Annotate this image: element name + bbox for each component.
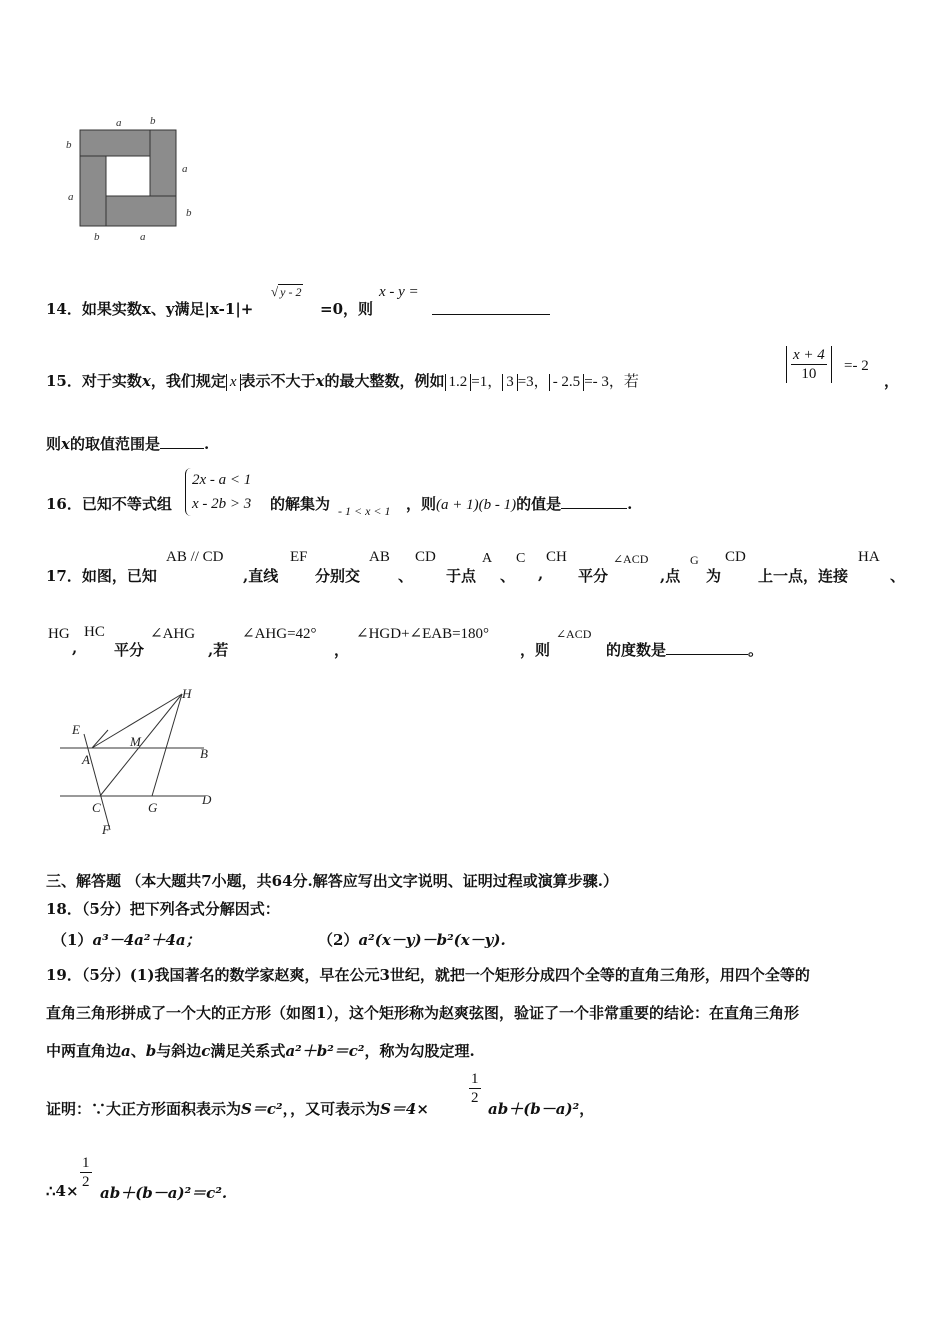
q19-frac-num: 1 (471, 1071, 479, 1087)
q19-proof (46, 1098, 429, 1119)
q16-end: . (627, 495, 633, 513)
q19-proof-d: S＝4× (380, 1100, 429, 1118)
question-16: 16．已知不等式组 (46, 495, 172, 513)
q19-pythagoras: a²＋b²＝c² (285, 1042, 365, 1060)
q15-var-2: x (315, 372, 325, 390)
label-top-b: b (150, 115, 156, 127)
label-left-b: b (66, 139, 72, 151)
q17-t14: ,若 (208, 641, 229, 659)
q17-ef: EF (290, 549, 308, 565)
segment-hc (100, 694, 182, 796)
q19-line3g: 满足关系式 (210, 1042, 286, 1060)
question-18: 18．（5分）把下列各式分解因式： (46, 900, 280, 918)
q15-answer-blank[interactable] (160, 434, 204, 449)
q16-system (185, 468, 251, 516)
section-3-title: 三、解答题 （本大题共7小题，共64分.解答应写出文字说明、证明过程或演算步骤.） (46, 872, 618, 890)
q17-condition-1: ∠AHG=42° (242, 626, 317, 642)
q18-part-1 (52, 929, 201, 950)
q15-example-1-value: =1， (471, 374, 503, 390)
q19-proof-fraction (469, 1070, 481, 1107)
q15-example-3: - 2.5 (549, 374, 585, 391)
point-g: G (148, 800, 158, 815)
q17-t7: 平分 (578, 567, 609, 585)
q14-prefix: 14．如果实数x、y满足|x-1|+ (46, 300, 254, 318)
q18-part-1-label: （1） (52, 931, 93, 949)
label-bottom-a: a (140, 231, 146, 243)
q14-sqrt: √ y - 2 (271, 284, 302, 299)
q18-part-1-expr: a³－4a²＋4a； (92, 931, 201, 949)
q19-line3c: 、 (130, 1042, 146, 1060)
q19-proof-c: ，，又可表示为 (282, 1100, 381, 1118)
q17-t3: 、 (398, 567, 414, 585)
q17-tail (606, 639, 763, 660)
q19-proof-e: ab＋(b－a)² (488, 1100, 580, 1118)
q15-frac-num: x + 4 (793, 347, 825, 363)
point-b: B (200, 746, 208, 761)
figure-parallel-lines (58, 684, 224, 836)
q15-var-3: x (61, 435, 70, 453)
q15-line2-a: 则 (46, 435, 62, 453)
inner-square (106, 156, 150, 196)
q16-expr: (a + 1)(b - 1) (436, 497, 517, 513)
label-left-a: a (68, 191, 74, 203)
q15-end: ， (884, 372, 900, 390)
point-f: F (102, 822, 110, 836)
q19-conc-frac-num: 1 (82, 1155, 90, 1171)
label-top-a: a (116, 117, 122, 129)
q17-angle-acd: ∠ACD (613, 552, 649, 566)
q19-conclusion-fraction (80, 1154, 92, 1191)
q19-line-1: 19．（5分）(1)我国著名的数学家赵爽，早在公元3世纪，就把一个矩形分成四个全等的直角三角形，用四个全等的 (46, 966, 810, 984)
q16-solution: - 1 < x < 1 (338, 504, 391, 518)
q15-line2-end: . (203, 435, 210, 453)
q19-proof-b: S＝c² (241, 1100, 283, 1118)
question-14 (46, 298, 253, 319)
q17-t8: ,点 (660, 567, 681, 585)
q19-line3i: ，称为勾股定理. (364, 1042, 475, 1060)
point-m: M (130, 734, 141, 749)
q17-angle-ahg: ∠AHG (150, 626, 196, 642)
q17-g: G (690, 553, 699, 567)
q17-hc: HC (84, 624, 105, 640)
q17-t16: ，则 (520, 641, 551, 659)
q17-t13: 平分 (114, 641, 145, 659)
point-c: C (92, 800, 101, 815)
q17-ab-parallel-cd: AB // CD (166, 549, 224, 565)
q19-conclusion-expr: ab＋(b－a)²＝c². (100, 1184, 228, 1202)
q15-var: x (141, 372, 151, 390)
q16-inequality-1: 2x - a < 1 (192, 472, 252, 488)
q15-prefix: 15．对于实数 (46, 372, 142, 390)
q17-t9: 为 (706, 567, 722, 585)
q19-var-a: a (121, 1042, 131, 1060)
point-a: A (82, 752, 90, 767)
q15-bracket-x: x (226, 374, 241, 391)
q17-t2: 分别交 (315, 567, 361, 585)
q19-conclusion: ∴4× (46, 1182, 79, 1200)
q17-t4: 于点 (446, 567, 477, 585)
q19-line3a: 中两直角边 (46, 1042, 122, 1060)
q16-inequality-2: x - 2b > 3 (192, 496, 252, 512)
q17-angle-acd-2: ∠ACD (556, 627, 592, 641)
q15-text3: 的最大整数，例如 (324, 372, 445, 390)
q15-example-1: 1.2 (445, 374, 472, 391)
q19-proof-tail (488, 1098, 594, 1119)
q15-example-2-value: =3， (517, 374, 549, 390)
point-e: E (72, 722, 80, 737)
q18-part-2 (318, 929, 506, 950)
question-17: 17．如图，已知 (46, 567, 157, 585)
q19-line-3 (46, 1040, 475, 1061)
q17-t17: 的度数是 (606, 641, 667, 659)
q17-a: A (482, 551, 493, 566)
q15-example-2: 3 (502, 374, 518, 391)
q16-answer-blank[interactable] (561, 494, 627, 509)
q14-sqrt-expr: y - 2 (280, 285, 302, 299)
q16-text2: ，则 (406, 495, 437, 513)
q17-t6: , (538, 565, 544, 583)
point-d: D (202, 792, 212, 807)
q16-rest (406, 493, 632, 514)
q17-t15: ， (334, 641, 350, 659)
q15-line2-b: 的取值范围是 (69, 435, 160, 453)
q17-ch: CH (546, 549, 567, 565)
q14-middle: =0，则 (320, 300, 374, 318)
q15-text2: 表示不大于 (240, 372, 316, 390)
q19-frac-den: 2 (471, 1090, 479, 1106)
q17-end: 。 (748, 641, 764, 659)
q16-text1: 的解集为 (270, 495, 331, 513)
q17-t12: , (72, 639, 78, 657)
q15-frac-value: =- 2 (844, 358, 869, 374)
q19-line-2: 直角三角形拼成了一个大的正方形（如图1），这个矩形称为赵爽弦图，验证了一个非常重要的结论：在直角三角形 (46, 1004, 799, 1022)
q17-t11: 、 (890, 567, 906, 585)
q17-cd2: CD (725, 549, 746, 565)
point-h: H (182, 686, 192, 701)
q17-ab: AB (369, 549, 390, 565)
q15-floor-fraction (786, 346, 832, 383)
question-15 (46, 370, 639, 391)
q18-part-2-label: （2） (318, 931, 359, 949)
label-bottom-b: b (94, 231, 100, 243)
q15-text1: ，我们规定 (150, 372, 226, 390)
q18-part-2-expr: a²(x－y)－b²(x－y). (358, 931, 506, 949)
q17-ha: HA (858, 549, 880, 565)
label-right-a: a (182, 163, 188, 175)
q19-proof-f: ， (579, 1100, 595, 1118)
q19-conc-frac-den: 2 (82, 1174, 90, 1190)
q17-answer-blank[interactable] (666, 640, 748, 655)
q17-condition-2: ∠HGD+∠EAB=180° (356, 626, 490, 642)
q17-t5: 、 (500, 567, 516, 585)
q19-var-c: c (201, 1042, 211, 1060)
q17-hg: HG (48, 626, 70, 642)
q14-answer-blank[interactable] (432, 300, 550, 315)
q19-var-b: b (145, 1042, 157, 1060)
q19-proof-a: 证明：∵大正方形面积表示为 (46, 1100, 242, 1118)
q17-c: C (516, 551, 526, 566)
q15-example-3-value: =- 3，若 (584, 374, 639, 390)
figure-square (60, 112, 200, 247)
q14-expr: x - y = (379, 284, 419, 300)
q19-line3e: 与斜边 (156, 1042, 202, 1060)
q15-frac-den: 10 (801, 366, 817, 382)
q17-t10: 上一点，连接 (758, 567, 849, 585)
q17-t1: ,直线 (243, 567, 279, 585)
q15-line2 (46, 433, 209, 454)
q17-cd: CD (415, 549, 436, 565)
segment-am (92, 730, 108, 748)
q16-text3: 的值是 (516, 495, 562, 513)
label-right-b: b (186, 207, 192, 219)
